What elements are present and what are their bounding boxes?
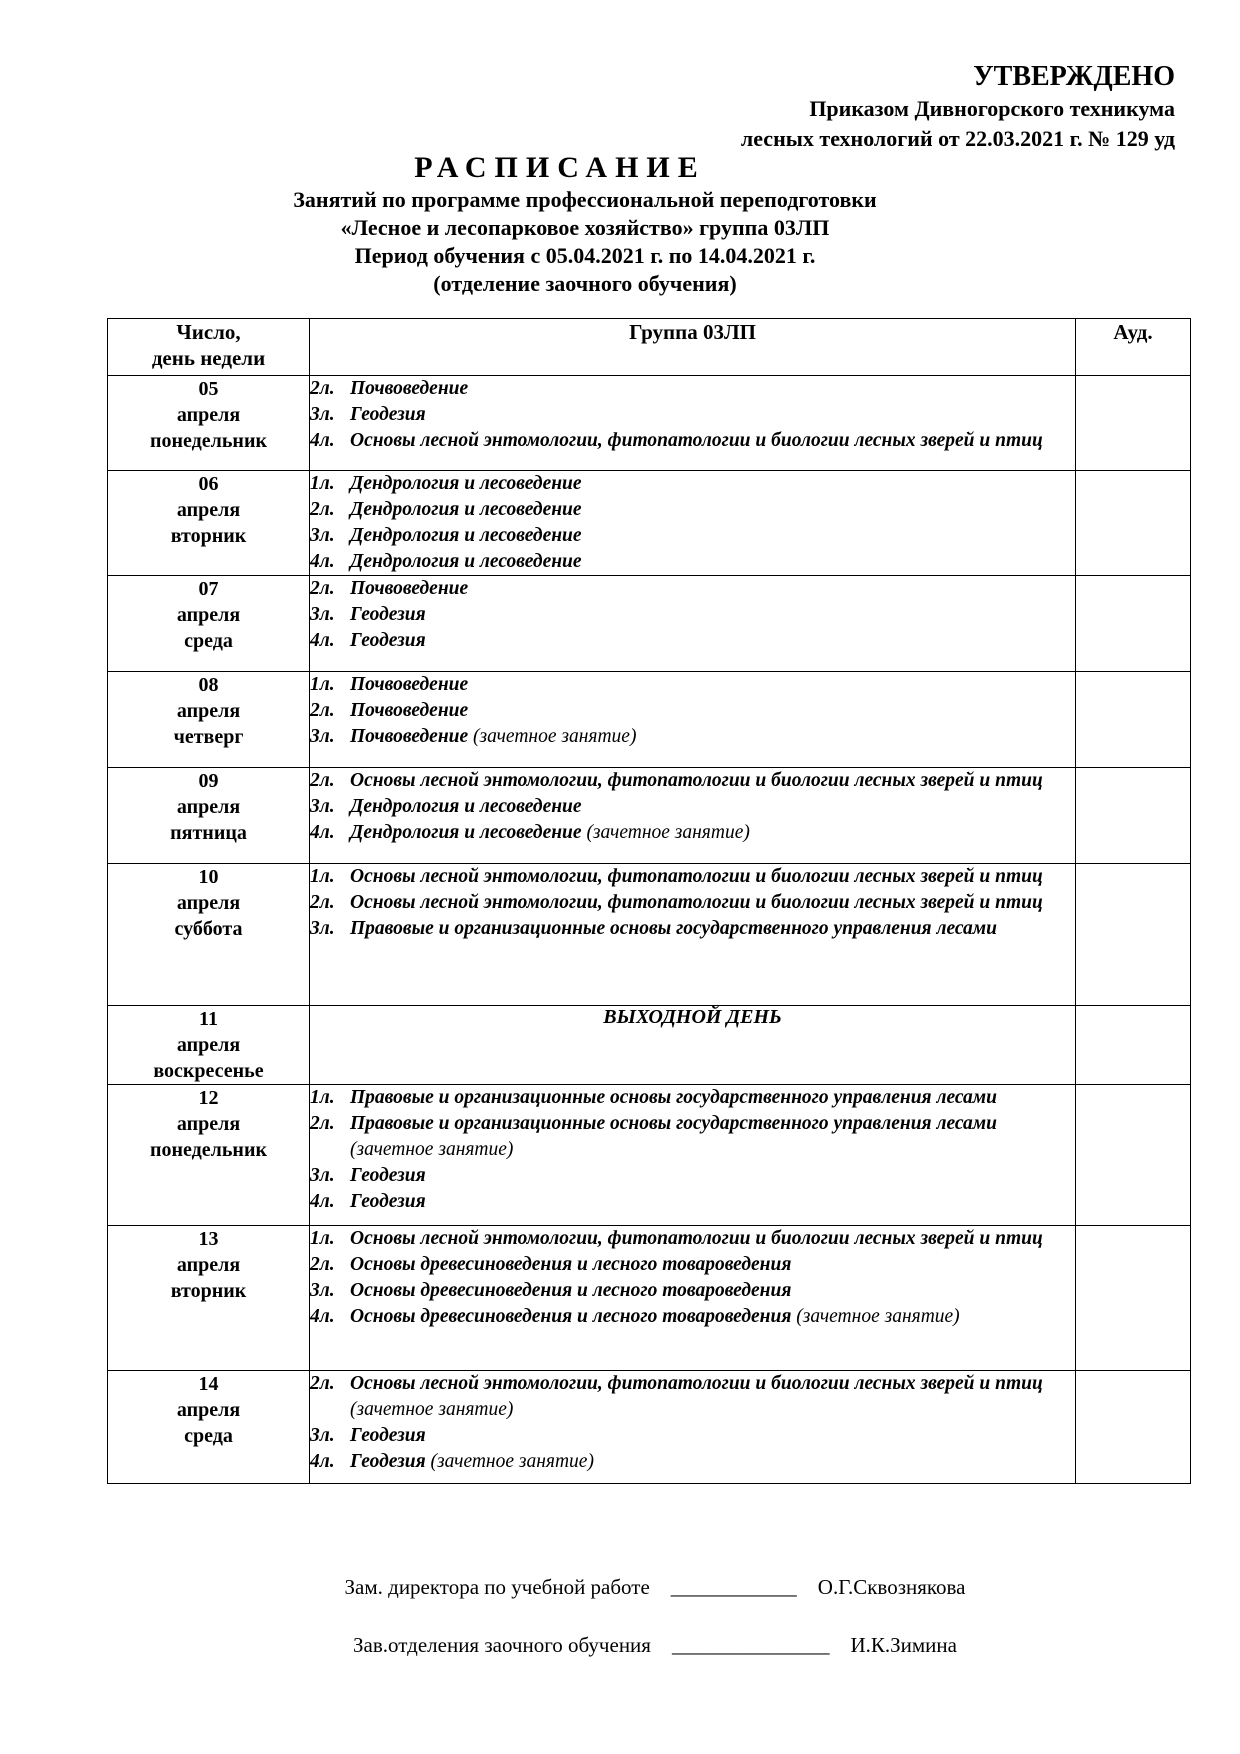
lesson-number: 1л. xyxy=(310,866,335,887)
lesson-number: 2л. xyxy=(310,578,335,599)
lesson-subject: Почвоведение xyxy=(350,700,469,721)
signature-blank: ____________ xyxy=(670,1575,797,1599)
weekday-name: понедельник xyxy=(149,430,268,452)
signature-blank: _______________ xyxy=(671,1633,830,1657)
schedule-table xyxy=(107,318,1191,1484)
lesson-item xyxy=(310,576,1075,602)
lesson-note: (зачетное занятие) xyxy=(350,1139,514,1160)
weekday-name: вторник xyxy=(170,525,247,547)
lesson-number: 3л. xyxy=(310,1280,335,1301)
lesson-item xyxy=(310,672,1075,698)
lessons-cell xyxy=(310,576,1076,672)
date-cell xyxy=(108,471,310,576)
lesson-number: 2л. xyxy=(310,770,335,791)
month-name: апреля xyxy=(176,892,241,914)
signature-role: Зам. директора по учебной работе xyxy=(344,1575,650,1599)
lesson-subject: Основы лесной энтомологии, фитопатологии и биологии лесных зверей и птиц xyxy=(350,770,1043,791)
header-date-line-1: Число, xyxy=(176,320,241,344)
header-room: Ауд. xyxy=(1076,319,1191,376)
schedule-body xyxy=(108,376,1191,1484)
table-row xyxy=(108,1226,1191,1371)
lesson-item xyxy=(310,549,1075,575)
date-cell xyxy=(108,1226,310,1371)
day-number: 06 xyxy=(198,473,219,495)
approval-heading: УТВЕРЖДЕНО xyxy=(973,61,1175,92)
lesson-subject: Почвоведение xyxy=(350,578,469,599)
room-cell xyxy=(1076,1085,1191,1226)
date-cell xyxy=(108,864,310,1006)
weekday-name: суббота xyxy=(174,918,243,940)
lesson-number: 4л. xyxy=(310,822,335,843)
lesson-number: 4л. xyxy=(310,1191,335,1212)
month-name: апреля xyxy=(176,1113,241,1135)
lesson-subject: Основы лесной энтомологии, фитопатологии и биологии лесных зверей и птиц xyxy=(350,1373,1043,1394)
lesson-subject: Основы лесной энтомологии, фитопатологии и биологии лесных зверей и птиц xyxy=(350,1228,1043,1249)
lesson-item xyxy=(310,724,1075,750)
lesson-subject: Основы лесной энтомологии, фитопатологии и биологии лесных зверей и птиц xyxy=(350,866,1043,887)
month-name: апреля xyxy=(176,700,241,722)
lessons-cell xyxy=(310,672,1076,768)
lesson-number: 3л. xyxy=(310,1165,335,1186)
title-line-4: (отделение заочного обучения) xyxy=(433,271,737,296)
weekday-name: среда xyxy=(184,630,233,652)
lesson-item xyxy=(310,1449,1075,1475)
lesson-subject: Правовые и организационные основы государственного управления лесами xyxy=(350,918,997,939)
lesson-number: 3л. xyxy=(310,796,335,817)
room-cell xyxy=(1076,672,1191,768)
day-number: 09 xyxy=(198,770,219,792)
lesson-note: (зачетное занятие) xyxy=(586,822,750,843)
table-row xyxy=(108,376,1191,471)
lesson-number: 3л. xyxy=(310,918,335,939)
day-number: 10 xyxy=(198,866,219,888)
lesson-subject: Основы древесиноведения и лесного товароведения xyxy=(350,1254,792,1275)
header-date-line-2: день недели xyxy=(151,346,266,370)
weekday-name: понедельник xyxy=(149,1139,268,1161)
lessons-cell xyxy=(310,768,1076,864)
lesson-item xyxy=(310,768,1075,794)
lesson-item xyxy=(310,820,1075,846)
lesson-subject: Дендрология и лесоведение xyxy=(350,796,582,817)
day-number: 11 xyxy=(199,1008,218,1030)
signature-department-head xyxy=(35,1633,1240,1658)
lesson-item xyxy=(310,628,1075,654)
lessons-cell xyxy=(310,376,1076,471)
day-number: 12 xyxy=(198,1087,219,1109)
lesson-number: 2л. xyxy=(310,1113,335,1134)
lesson-subject: Геодезия xyxy=(350,1451,426,1472)
day-number: 05 xyxy=(198,378,219,400)
lesson-number: 4л. xyxy=(310,430,335,451)
month-name: апреля xyxy=(176,1254,241,1276)
lesson-subject: Основы лесной энтомологии, фитопатологии и биологии лесных зверей и птиц xyxy=(350,892,1043,913)
lesson-subject: Основы лесной энтомологии, фитопатологии и биологии лесных зверей и птиц xyxy=(350,430,1043,451)
title-block xyxy=(0,150,1240,298)
lesson-number: 1л. xyxy=(310,473,335,494)
lesson-number: 4л. xyxy=(310,1451,335,1472)
lesson-subject: Геодезия xyxy=(350,1191,426,1212)
table-row xyxy=(108,672,1191,768)
title-line-3: Период обучения с 05.04.2021 г. по 14.04.2021 г. xyxy=(354,243,816,268)
month-name: апреля xyxy=(176,604,241,626)
lesson-item xyxy=(310,864,1075,890)
lesson-item xyxy=(310,1226,1075,1252)
month-name: апреля xyxy=(176,796,241,818)
lesson-item xyxy=(310,1371,1075,1423)
lesson-number: 3л. xyxy=(310,525,335,546)
lesson-note: (зачетное занятие) xyxy=(350,1399,514,1420)
lesson-number: 3л. xyxy=(310,404,335,425)
table-row xyxy=(108,1006,1191,1085)
date-cell xyxy=(108,672,310,768)
lesson-item xyxy=(310,1423,1075,1449)
table-row xyxy=(108,1371,1191,1484)
signature-role: Зав.отделения заочного обучения xyxy=(353,1633,651,1657)
lesson-subject: Геодезия xyxy=(350,1165,426,1186)
date-cell xyxy=(108,1006,310,1085)
lesson-subject: Дендрология и лесоведение xyxy=(350,525,582,546)
lesson-item xyxy=(310,1252,1075,1278)
lesson-subject: Дендрология и лесоведение xyxy=(350,473,582,494)
lesson-number: 3л. xyxy=(310,604,335,625)
lesson-item xyxy=(310,1163,1075,1189)
lesson-number: 4л. xyxy=(310,1306,335,1327)
lesson-item xyxy=(310,428,1075,454)
document-title: РАСПИСАНИЕ xyxy=(414,151,706,184)
weekday-name: пятница xyxy=(170,822,247,844)
day-off-cell: ВЫХОДНОЙ ДЕНЬ xyxy=(310,1006,1076,1085)
lesson-item xyxy=(310,1085,1075,1111)
lesson-subject: Правовые и организационные основы государственного управления лесами xyxy=(350,1113,997,1134)
lesson-subject: Геодезия xyxy=(350,604,426,625)
room-cell xyxy=(1076,576,1191,672)
lesson-item xyxy=(310,471,1075,497)
lesson-item xyxy=(310,1304,1075,1330)
approval-block xyxy=(741,60,1175,154)
lesson-item xyxy=(310,698,1075,724)
date-cell xyxy=(108,1085,310,1226)
lesson-number: 2л. xyxy=(310,1254,335,1275)
lesson-item xyxy=(310,1111,1075,1163)
month-name: апреля xyxy=(176,404,241,426)
title-line-1: Занятий по программе профессиональной переподготовки xyxy=(293,187,877,212)
table-header-row xyxy=(108,319,1191,376)
lesson-number: 4л. xyxy=(310,551,335,572)
lesson-number: 2л. xyxy=(310,378,335,399)
lesson-subject: Дендрология и лесоведение xyxy=(350,551,582,572)
weekday-name: воскресенье xyxy=(153,1060,264,1082)
lesson-note: (зачетное занятие) xyxy=(796,1306,960,1327)
lesson-subject: Основы древесиноведения и лесного товароведения xyxy=(350,1280,792,1301)
lesson-subject: Геодезия xyxy=(350,630,426,651)
lesson-subject: Почвоведение xyxy=(350,674,469,695)
signature-name: О.Г.Сквознякова xyxy=(817,1575,966,1599)
room-cell xyxy=(1076,471,1191,576)
lesson-item xyxy=(310,794,1075,820)
lesson-note: (зачетное занятие) xyxy=(473,726,637,747)
lesson-subject: Правовые и организационные основы государственного управления лесами xyxy=(350,1087,997,1108)
lesson-number: 2л. xyxy=(310,700,335,721)
room-cell xyxy=(1076,1006,1191,1085)
lesson-number: 2л. xyxy=(310,499,335,520)
table-row xyxy=(108,768,1191,864)
lesson-subject: Геодезия xyxy=(350,404,426,425)
table-row xyxy=(108,1085,1191,1226)
room-cell xyxy=(1076,1371,1191,1484)
lesson-subject: Геодезия xyxy=(350,1425,426,1446)
room-cell xyxy=(1076,768,1191,864)
month-name: апреля xyxy=(176,1034,241,1056)
room-cell xyxy=(1076,864,1191,1006)
lesson-item xyxy=(310,602,1075,628)
approval-line-1: Приказом Дивногорского техникума xyxy=(809,96,1175,121)
day-number: 08 xyxy=(198,674,219,696)
room-cell xyxy=(1076,1226,1191,1371)
table-row xyxy=(108,864,1191,1006)
day-number: 13 xyxy=(198,1228,219,1250)
date-cell xyxy=(108,376,310,471)
lesson-number: 4л. xyxy=(310,630,335,651)
date-cell xyxy=(108,1371,310,1484)
room-cell xyxy=(1076,376,1191,471)
approval-line-2: лесных технологий от 22.03.2021 г. № 129 уд xyxy=(740,126,1175,151)
table-row xyxy=(108,471,1191,576)
lesson-subject: Дендрология и лесоведение xyxy=(350,499,582,520)
lesson-item xyxy=(310,376,1075,402)
title-line-2: «Лесное и лесопарковое хозяйство» группа 03ЛП xyxy=(340,215,830,240)
lesson-number: 1л. xyxy=(310,674,335,695)
weekday-name: вторник xyxy=(170,1280,247,1302)
weekday-name: четверг xyxy=(173,726,244,748)
lesson-item xyxy=(310,890,1075,916)
lessons-cell xyxy=(310,1226,1076,1371)
lessons-cell xyxy=(310,1085,1076,1226)
lesson-item xyxy=(310,1189,1075,1215)
header-date xyxy=(108,319,310,376)
lesson-number: 2л. xyxy=(310,892,335,913)
weekday-name: среда xyxy=(184,1425,233,1447)
lesson-subject: Почвоведение xyxy=(350,726,469,747)
month-name: апреля xyxy=(176,499,241,521)
lessons-cell xyxy=(310,471,1076,576)
signature-name: И.К.Зимина xyxy=(850,1633,957,1657)
lesson-subject: Основы древесиноведения и лесного товароведения xyxy=(350,1306,792,1327)
lesson-number: 1л. xyxy=(310,1228,335,1249)
day-number: 07 xyxy=(198,578,219,600)
lesson-item xyxy=(310,523,1075,549)
lessons-cell xyxy=(310,1371,1076,1484)
lesson-item xyxy=(310,1278,1075,1304)
lesson-note: (зачетное занятие) xyxy=(430,1451,594,1472)
month-name: апреля xyxy=(176,1399,241,1421)
day-number: 14 xyxy=(198,1373,219,1395)
lesson-number: 3л. xyxy=(310,1425,335,1446)
lesson-number: 2л. xyxy=(310,1373,335,1394)
lesson-subject: Дендрология и лесоведение xyxy=(350,822,582,843)
lesson-item xyxy=(310,497,1075,523)
date-cell xyxy=(108,768,310,864)
table-row xyxy=(108,576,1191,672)
lessons-cell xyxy=(310,864,1076,1006)
header-group: Группа 03ЛП xyxy=(310,319,1076,376)
lesson-number: 3л. xyxy=(310,726,335,747)
signature-deputy-director xyxy=(35,1575,1240,1600)
lesson-subject: Почвоведение xyxy=(350,378,469,399)
date-cell xyxy=(108,576,310,672)
lesson-item xyxy=(310,916,1075,942)
lesson-item xyxy=(310,402,1075,428)
lesson-number: 1л. xyxy=(310,1087,335,1108)
